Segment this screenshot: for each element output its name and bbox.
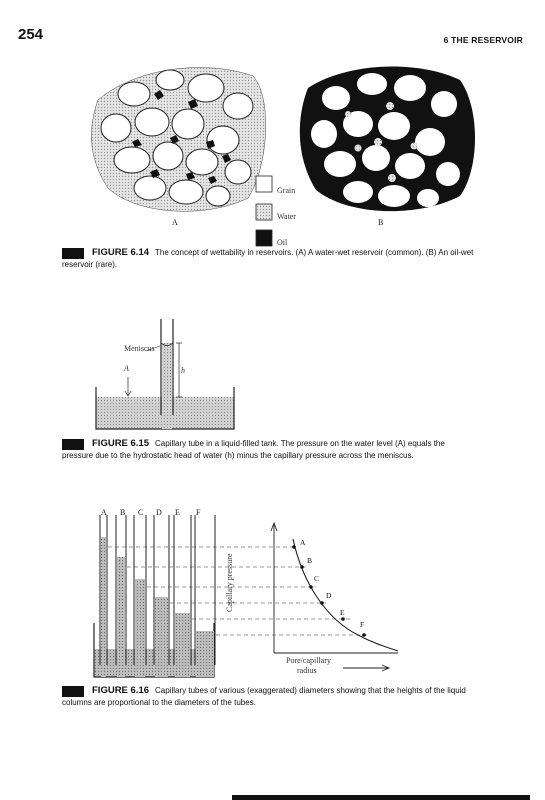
tube-a bbox=[100, 515, 107, 677]
tube-c bbox=[134, 515, 146, 677]
meniscus-label: Meniscus bbox=[124, 344, 155, 353]
x-axis-label-line1: Pore/capillary bbox=[286, 656, 331, 665]
panel-a-water-wet bbox=[91, 68, 265, 212]
panel-a-label: A bbox=[172, 218, 178, 227]
tube-label-b: B bbox=[120, 508, 126, 517]
tube-label-e: E bbox=[175, 508, 180, 517]
caption-label-6-15: FIGURE 6.15 bbox=[92, 438, 150, 449]
legend-water-label: Water bbox=[277, 212, 296, 221]
bottom-rule bbox=[232, 795, 530, 800]
curve-label-f: F bbox=[360, 620, 365, 629]
capillary-water-column bbox=[162, 343, 172, 429]
caption-label-6-14: FIGURE 6.14 bbox=[92, 247, 150, 258]
tube-d bbox=[154, 515, 169, 677]
caption-6-15 bbox=[62, 438, 477, 461]
h-label: h bbox=[181, 366, 185, 375]
caption-6-16 bbox=[62, 685, 477, 708]
legend-grain-swatch bbox=[256, 176, 272, 192]
running-head: 6 THE RESERVOIR bbox=[443, 35, 523, 45]
panel-b-label: B bbox=[378, 218, 384, 227]
page-number: 254 bbox=[18, 26, 44, 43]
tube-b bbox=[116, 515, 126, 677]
legend-water-swatch bbox=[256, 204, 272, 220]
tube-label-c: C bbox=[138, 508, 144, 517]
a-label: A bbox=[124, 364, 129, 373]
tube-label-a: A bbox=[101, 508, 107, 517]
panel-b-oil-wet bbox=[300, 67, 475, 212]
curve-label-c: C bbox=[314, 574, 320, 583]
tube-e bbox=[174, 515, 191, 677]
tube-f bbox=[195, 515, 215, 677]
caption-6-14 bbox=[62, 247, 477, 270]
curve-label-d: D bbox=[326, 591, 332, 600]
figure-6-16 bbox=[88, 505, 408, 680]
legend-oil-swatch bbox=[256, 230, 272, 246]
caption-text-6-15: Capillary tube in a liquid-filled tank. The pressure on the water level (A) equals the pressure due to the hydrostatic head of water (h) minus the capillary pressure across the meniscus. bbox=[62, 439, 445, 460]
curve-label-a: A bbox=[300, 538, 306, 547]
legend-grain-label: Grain bbox=[277, 186, 296, 195]
caption-text-6-16: Capillary tubes of various (exaggerated) diameters showing that the heights of the liquid columns are proportional to the diameters of the tubes. bbox=[62, 686, 466, 707]
legend-oil-label: Oil bbox=[277, 238, 288, 247]
tube-label-f: F bbox=[196, 508, 201, 517]
x-axis-label-line2: radius bbox=[297, 666, 317, 675]
tube-label-d: D bbox=[156, 508, 162, 517]
curve-label-e: E bbox=[340, 608, 345, 617]
caption-text-6-14: The concept of wettability in reservoirs. (A) A water-wet reservoir (common). (B) An oil-wet reservoir (rare). bbox=[62, 248, 474, 269]
y-axis-label: Capillary pressure bbox=[225, 553, 234, 612]
curve-label-b: B bbox=[307, 556, 313, 565]
figure-6-15 bbox=[88, 315, 248, 430]
caption-label-6-16: FIGURE 6.16 bbox=[92, 685, 150, 696]
